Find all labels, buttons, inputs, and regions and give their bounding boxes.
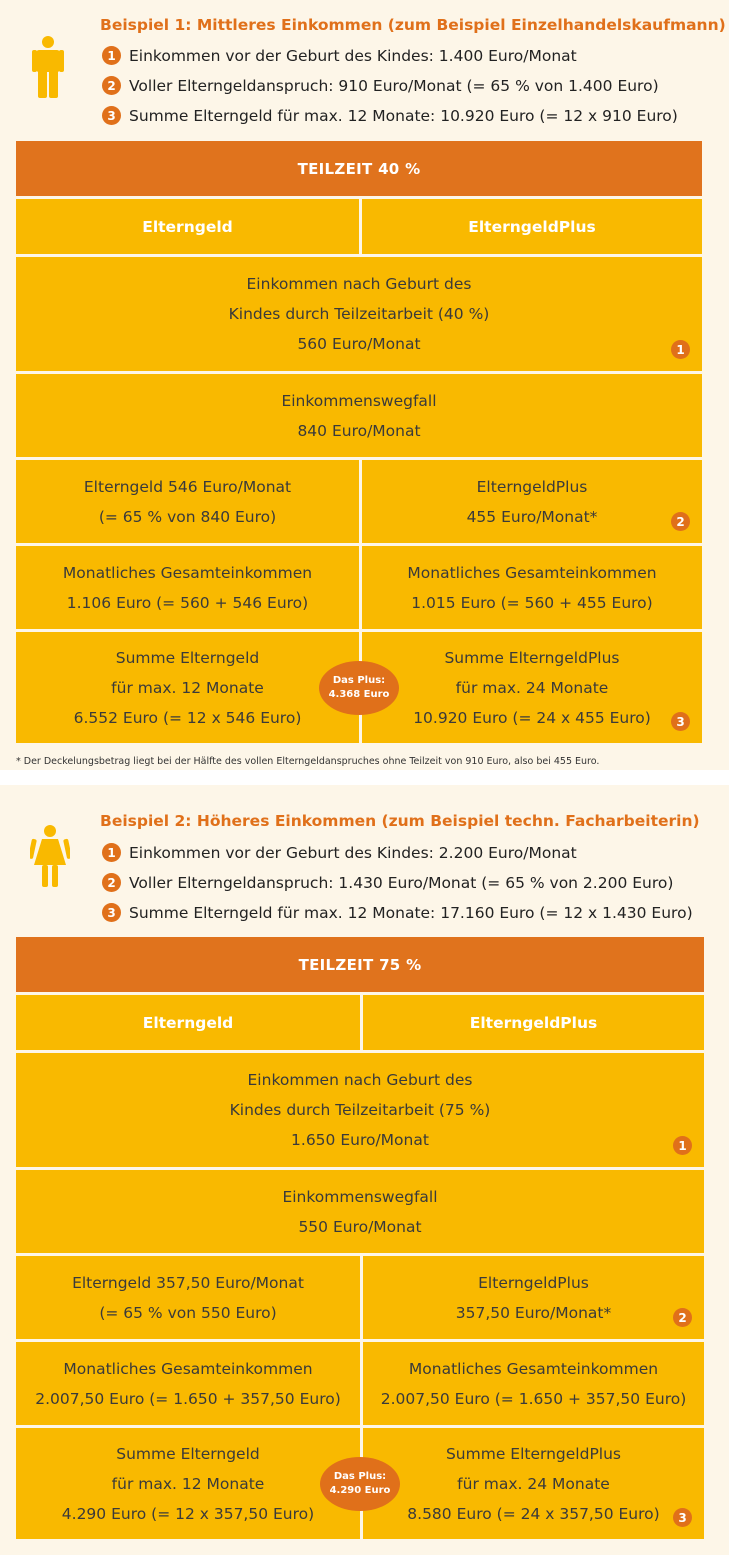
cell-text: ElterngeldPlus (478, 1273, 589, 1292)
monthly-total-right-cell (359, 546, 702, 629)
info-text: Einkommen vor der Geburt des Kindes: 2.200 Euro/Monat (129, 843, 577, 862)
table-row (16, 543, 702, 629)
plus-bubble (320, 1457, 400, 1511)
cell-text: Monatliches Gesamteinkommen (63, 1359, 313, 1378)
table-row (16, 457, 702, 543)
cell-text: (= 65 % von 840 Euro) (98, 507, 277, 526)
number-badge: 2 (102, 76, 121, 95)
cell-text: Monatliches Gesamteinkommen (407, 563, 657, 582)
table-header: TEILZEIT 75 % (16, 937, 704, 992)
cell-text: Einkommen nach Geburt des (247, 1071, 473, 1089)
cell-text: Elterngeld 357,50 Euro/Monat (72, 1273, 304, 1292)
info-line (102, 106, 678, 125)
elterngeld-amount-cell (16, 460, 359, 543)
cell-text: für max. 24 Monate (455, 678, 609, 697)
table-row (16, 992, 704, 1050)
table-row (16, 371, 702, 457)
example-title: Beispiel 1: Mittleres Einkommen (zum Beispiel Einzelhandelskaufmann) (100, 16, 726, 34)
number-badge: 3 (671, 712, 690, 731)
info-text: Voller Elterngeldanspruch: 910 Euro/Monat (= 65 % von 1.400 Euro) (129, 76, 659, 95)
cell-text: 840 Euro/Monat (297, 421, 421, 440)
example-1-panel (0, 0, 729, 770)
cell-text: 357,50 Euro/Monat* (455, 1303, 612, 1322)
table-row (16, 196, 702, 254)
cell-text: für max. 12 Monate (111, 1474, 265, 1493)
cell-text: Einkommenswegfall (282, 1187, 438, 1206)
info-text: Summe Elterngeld für max. 12 Monate: 10.920 Euro (= 12 x 910 Euro) (129, 106, 678, 125)
cell-text: für max. 24 Monate (457, 1474, 610, 1493)
man-icon (32, 36, 64, 102)
number-badge: 3 (673, 1508, 692, 1527)
cell-text: Summe ElterngeldPlus (444, 648, 620, 667)
cell-text: Kindes durch Teilzeitarbeit (75 %) (229, 1101, 491, 1119)
monthly-total-left-cell (16, 1342, 360, 1425)
column-title-elterngeld: Elterngeld (16, 995, 360, 1050)
plus-bubble (319, 661, 399, 715)
number-badge: 2 (673, 1308, 692, 1327)
income-after-birth-cell (16, 257, 702, 371)
cell-text: 550 Euro/Monat (298, 1217, 422, 1236)
plus-amount: 4.368 Euro (328, 688, 390, 700)
income-loss-cell (16, 374, 702, 457)
cell-text: Kindes durch Teilzeitarbeit (40 %) (228, 305, 490, 323)
table-row (16, 254, 702, 371)
cell-text: 1.650 Euro/Monat (291, 1131, 429, 1149)
cell-text: Elterngeld 546 Euro/Monat (83, 477, 292, 496)
elterngeld-amount-cell (16, 1256, 360, 1339)
plus-label: Das Plus: (333, 1470, 387, 1482)
column-title-elterngeldplus: ElterngeldPlus (359, 199, 702, 254)
cell-text: Summe Elterngeld (115, 648, 260, 667)
number-badge: 2 (671, 512, 690, 531)
cell-text: Monatliches Gesamteinkommen (62, 563, 313, 582)
comparison-table (16, 141, 702, 743)
elterngeldplus-amount-cell (359, 460, 702, 543)
number-badge: 3 (102, 903, 121, 922)
info-line (102, 843, 577, 862)
info-text: Summe Elterngeld für max. 12 Monate: 17.160 Euro (= 12 x 1.430 Euro) (129, 903, 693, 922)
example-title: Beispiel 2: Höheres Einkommen (zum Beispiel techn. Facharbeiterin) (100, 812, 700, 830)
example-2-panel (0, 785, 729, 1555)
income-after-birth-cell (16, 1053, 704, 1167)
cell-text: (= 65 % von 550 Euro) (99, 1303, 277, 1322)
cell-text: Summe ElterngeldPlus (445, 1444, 622, 1463)
cell-text: Einkommen nach Geburt des (246, 275, 472, 293)
info-line (102, 76, 659, 95)
cell-text: 1.015 Euro (= 560 + 455 Euro) (411, 593, 653, 612)
sum-elterngeldplus-cell (359, 632, 702, 743)
monthly-total-right-cell (360, 1342, 704, 1425)
info-text: Einkommen vor der Geburt des Kindes: 1.400 Euro/Monat (129, 46, 577, 65)
column-title-elterngeld: Elterngeld (16, 199, 359, 254)
sum-elterngeld-cell (16, 632, 359, 743)
comparison-table (16, 937, 704, 1539)
table-row (16, 1050, 704, 1167)
table-row (16, 1339, 704, 1425)
cell-text: ElterngeldPlus (476, 477, 588, 496)
column-title-elterngeldplus: ElterngeldPlus (360, 995, 704, 1050)
income-loss-cell (16, 1170, 704, 1253)
number-badge: 1 (673, 1136, 692, 1155)
cell-text: 455 Euro/Monat* (466, 507, 598, 526)
cell-text: 1.106 Euro (= 560 + 546 Euro) (66, 593, 309, 612)
cell-text: für max. 12 Monate (111, 678, 264, 697)
elterngeldplus-amount-cell (360, 1256, 704, 1339)
sum-elterngeld-cell (16, 1428, 360, 1539)
plus-amount: 4.290 Euro (329, 1484, 391, 1496)
woman-icon (30, 825, 70, 891)
table-header: TEILZEIT 40 % (16, 141, 702, 196)
number-badge: 3 (102, 106, 121, 125)
number-badge: 2 (102, 873, 121, 892)
number-badge: 1 (102, 843, 121, 862)
cell-text: Einkommenswegfall (281, 391, 437, 410)
table-row (16, 1167, 704, 1253)
table-row (16, 1253, 704, 1339)
info-line (102, 873, 673, 892)
cell-text: 8.580 Euro (= 24 x 357,50 Euro) (407, 1504, 660, 1523)
plus-label: Das Plus: (332, 674, 386, 686)
info-line (102, 903, 693, 922)
info-text: Voller Elterngeldanspruch: 1.430 Euro/Monat (= 65 % von 2.200 Euro) (129, 873, 674, 892)
sum-elterngeldplus-cell (360, 1428, 704, 1539)
info-line (102, 46, 577, 65)
table-row (16, 629, 702, 743)
number-badge: 1 (671, 340, 690, 359)
monthly-total-left-cell (16, 546, 359, 629)
cell-text: 2.007,50 Euro (= 1.650 + 357,50 Euro) (35, 1389, 341, 1408)
cell-text: 6.552 Euro (= 12 x 546 Euro) (73, 708, 302, 727)
table-row (16, 1425, 704, 1539)
cell-text: 2.007,50 Euro (= 1.650 + 357,50 Euro) (380, 1389, 687, 1408)
cell-text: Monatliches Gesamteinkommen (408, 1359, 659, 1378)
cell-text: 10.920 Euro (= 24 x 455 Euro) (413, 708, 651, 727)
cell-text: 4.290 Euro (= 12 x 357,50 Euro) (61, 1504, 315, 1523)
cell-text: 560 Euro/Monat (297, 335, 421, 353)
number-badge: 1 (102, 46, 121, 65)
footnote: * Der Deckelungsbetrag liegt bei der Hälfte des vollen Elterngeldanspruches ohne Teilzeit von 910 Euro, also bei 455 Euro. (16, 756, 600, 767)
cell-text: Summe Elterngeld (116, 1444, 260, 1463)
